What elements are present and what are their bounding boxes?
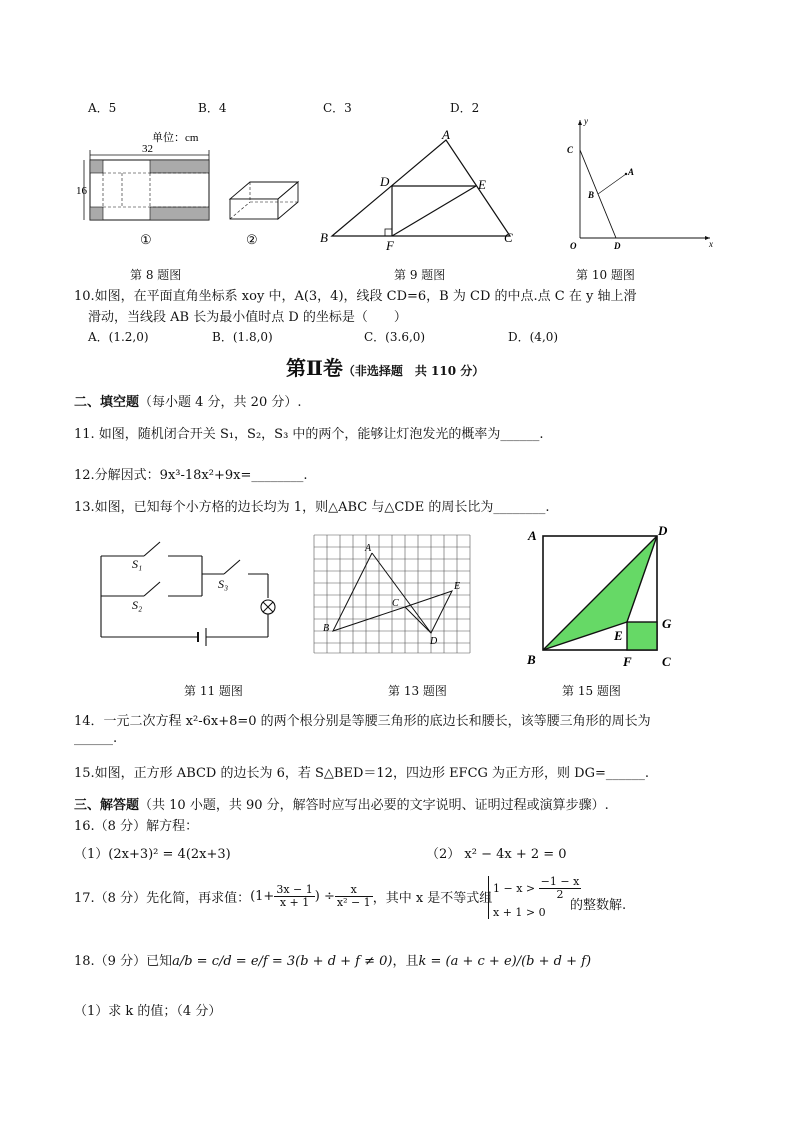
fig8-sub2: ② [246,232,258,247]
q10-option-b: B．(1.8,0) [212,330,273,344]
q17-div: ) ÷ [314,889,335,904]
q17-fraction2 [335,884,373,909]
q18-part1: （1）求 k 的值；（4 分） [74,1004,222,1019]
section3-head: 三、解答题 [74,798,140,813]
q17-ineq1-left: 1 − x > [493,882,536,895]
q10-option-a: A．(1.2,0) [88,330,149,344]
fig15-label-e: E [614,628,623,643]
fig11-label-s3: S₃ [218,577,229,591]
fig13-label-e: E [454,581,461,592]
q14-line2: ______. [74,731,118,746]
q13-text: 13.如图，已知每个小方格的边长均为 1，则△ABC 与△CDE 的周长比为________. [74,500,550,515]
q17-inequality-system [488,876,581,919]
q17-f1-num: 3x − 1 [276,883,313,896]
q10-line2: 滑动，当线段 AB 长为最小值时点 D 的坐标是（ ） [88,310,407,325]
figure-9 [316,126,521,252]
part2-heading [286,352,484,381]
figure-13 [312,533,472,655]
fig9-label-a: A [442,127,450,142]
fig13-label-d: D [430,636,438,647]
fig9-label-d: D [380,174,390,189]
section2-heading [74,391,302,410]
q9-option-c: C．3 [323,101,352,115]
section2-head: 二、填空题 [74,395,140,410]
q17-fraction1 [274,884,314,909]
fig10-label-x: x [709,239,713,249]
q18-line [74,950,591,969]
fig10-label-d: D [614,241,621,251]
fig8-caption: 第 8 题图 [130,268,182,282]
section3-heading [74,794,609,813]
section2-note: （每小题 4 分，共 20 分）. [139,395,302,410]
q17-line [74,884,492,909]
fig15-label-g: G [662,616,672,631]
fig10-label-o: O [570,241,577,251]
q11-text: 11. 如图，随机闭合开关 S₁，S₂，S₃ 中的两个，能够让灯泡发光的概率为______. [74,427,544,442]
q16-head: 16.（8 分）解方程： [74,819,199,834]
fig11-label-s2: S₂ [132,598,143,612]
q16-part2: （2） x² − 4x + 2 = 0 [426,847,567,862]
q12-text: 12.分解因式：9x³-18x²+9x=________. [74,468,308,483]
q17-open: (1+ [250,889,275,904]
fig15-label-b: B [527,652,536,667]
q10-option-d: D．(4,0) [508,330,559,344]
q15-text: 15.如图，正方形 ABCD 的边长为 6，若 S△BED＝12，四边形 EFCG 为正方形，则 DG=______. [74,766,650,781]
q9-option-b: B．4 [198,101,227,115]
figure-15 [522,520,686,672]
fig10-caption: 第 10 题图 [576,268,635,282]
fig13-label-a: A [365,543,372,554]
fig13-label-c: C [392,598,399,609]
part2-title: 第Ⅱ卷 [286,356,343,380]
q17-f1-den: x + 1 [279,896,310,909]
q18-chain: a/b = c/d = e/f = 3(b + d + f ≠ 0) [172,954,393,969]
fig10-label-c: C [567,145,574,155]
q9-option-d: D．2 [450,101,480,115]
fig13-caption: 第 13 题图 [388,684,447,698]
q10-line1: 10.如图，在平面直角坐标系 xoy 中，A(3，4)，线段 CD=6，B 为 CD 的中点.点 C 在 y 轴上滑 [74,289,637,304]
figure-10 [560,114,720,256]
fig15-label-a: A [528,528,537,543]
fig11-caption: 第 11 题图 [184,684,243,698]
fig10-label-y: y [584,116,588,126]
fig8-height-label: 16 [76,185,87,197]
q17-ineq1-num: −1 − x [540,875,580,888]
fig10-label-a: A [628,167,635,177]
figure-8 [74,128,310,253]
q18-mid: ，且 [392,954,419,969]
part2-subtitle: （非选择题 共 110 分） [342,364,485,378]
fig9-label-e: E [478,177,486,192]
q16-part1: （1）(2x+3)² = 4(2x+3) [74,847,231,862]
q10-option-c: C．(3.6,0) [364,330,426,344]
figure-11 [94,532,284,650]
fig8-unit-label: 单位：cm [152,132,199,144]
fig9-label-b: B [320,230,328,245]
fig13-label-b: B [323,623,330,634]
q17-prefix: 17.（8 分）先化简，再求值： [74,891,251,906]
q17-ineq2: x + 1 > 0 [493,906,546,919]
q18-k-expr: k = (a + c + e)/(b + d + f) [418,954,592,969]
q17-f2-num: x [335,884,373,897]
fig8-sub1: ① [140,232,152,247]
q9-option-a: A．5 [88,101,117,115]
fig9-caption: 第 9 题图 [394,268,446,282]
q14-line1: 14．一元二次方程 x²-6x+8=0 的两个根分别是等腰三角形的底边长和腰长，该等腰三角形的周长为 [74,714,651,729]
fig11-label-s1: S₁ [132,557,143,571]
q17-ineq1-den: 2 [556,888,564,901]
fig8-width-label: 32 [142,143,153,155]
q17-f2-den: x² − 1 [336,896,371,909]
fig9-label-c: C [504,230,513,245]
q18-prefix: 18.（9 分）已知 [74,954,173,969]
fig15-label-d: D [658,523,668,538]
fig15-caption: 第 15 题图 [562,684,621,698]
q17-mid: ，其中 x 是不等式组 [372,891,493,906]
fig10-label-b: B [588,190,595,200]
q17-suffix: 的整数解. [570,898,627,913]
fig9-label-f: F [386,238,394,252]
section3-note: （共 10 小题，共 90 分，解答时应写出必要的文字说明、证明过程或演算步骤）. [139,798,609,813]
fig15-label-c: C [662,654,671,669]
fig15-label-f: F [623,654,632,669]
